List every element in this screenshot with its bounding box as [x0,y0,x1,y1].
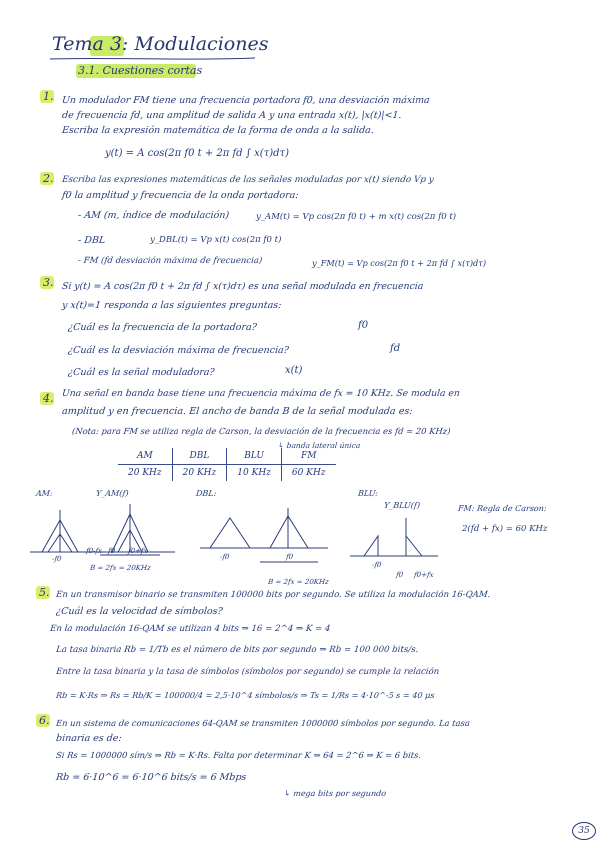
q2-item-formula: y_DBL(t) = Vp x(t) cos(2π f0 t) [150,235,282,245]
blu-spectrum-label: Y_BLU(f) [383,501,421,510]
section-heading: 3.1. Cuestiones cortas [78,64,203,77]
q3-number: 3. [43,276,54,289]
dbl-axis-label: -f0 [219,553,230,561]
blu-sketch-label: BLU: [357,489,379,498]
q6-line: Rb = 6·10^6 = 6·10^6 bits/s = 6 Mbps [55,772,247,783]
blu-spectrum-sketch [350,508,440,568]
q6-note: ↳ mega bits por segundo [283,789,387,798]
page-number: 35 [572,822,596,840]
q2-line: f0 la amplitud y frecuencia de la onda portadora: [61,190,300,201]
blu-axis-label: f0 [395,571,404,579]
fm-note: FM: Regla de Carson: [457,504,548,513]
table-cell: 60 KHz [281,465,335,482]
q3-question: ¿Cuál es la desviación máxima de frecuencia? [67,345,290,356]
q6-line: En un sistema de comunicaciones 64-QAM se transmiten 1000000 símbolos por segundo. La tasa [55,718,471,728]
title-underline [50,56,260,62]
am-axis-label: f0 [107,547,116,555]
dbl-axis-label: f0 [285,553,294,561]
q2-item-formula: y_AM(t) = Vp cos(2π f0 t) + m x(t) cos(2π f0 t) [256,212,457,222]
q2-number: 2. [43,172,54,185]
dbl-bandwidth: B = 2fx = 20KHz [267,578,330,586]
q5-line: ¿Cuál es la velocidad de símbolos? [55,606,224,617]
q6-number: 6. [39,714,50,727]
q5-line: Entre la tasa binaria y la tasa de símbolos (símbolos por segundo) se cumple la relación [55,667,440,677]
q3-line: y x(t)=1 responda a las siguientes preguntas: [61,300,282,311]
q6-line: Si Rs = 1000000 sím/s ⇒ Rb = K·Rs. Falta por determinar K ⇒ 64 = 2^6 ⇒ K = 6 bits. [55,750,422,760]
blu-axis-label: f0+fx [413,571,434,579]
q3-question: ¿Cuál es la frecuencia de la portadora? [67,322,258,333]
am-bandwidth: B = 2fx = 20KHz [89,564,152,572]
q4-line: amplitud y en frecuencia. El ancho de banda B de la señal modulada es: [61,406,414,417]
q2-line: Escriba las expresiones matemáticas de las señales moduladas por x(t) siendo Vp y [61,175,435,185]
fm-carson-formula: 2(fd + fx) = 60 KHz [462,524,548,534]
table-cell: 10 KHz [227,465,282,482]
q3-question: ¿Cuál es la señal moduladora? [67,367,216,378]
q1-number: 1. [43,90,54,103]
q1-line: de frecuencia fd, una amplitud de salida A y una entrada x(t), |x(t)|<1. [61,110,403,121]
am-axis-label: f0-fx [85,547,103,555]
q2-item-label: - FM (fd desviación máxima de frecuencia) [77,256,263,266]
table-header: DBL [172,448,227,465]
dbl-sketch-label: DBL: [195,489,217,498]
q1-formula: y(t) = A cos(2π f0 t + 2π fd ∫ x(τ)dτ) [105,148,289,159]
q4-note: (Nota: para FM se utiliza regla de Carson, la desviación de la frecuencia es fd = 20 KHz) [71,426,451,436]
q5-number: 5. [39,586,50,599]
bandwidth-table [118,448,336,481]
q3-answer: x(t) [285,365,303,376]
q2-item-label: - AM (m, índice de modulación) [77,210,230,221]
table-header: BLU [227,448,282,465]
am-axis-label: f0+fx [127,547,148,555]
table-cell: 20 KHz [172,465,227,482]
q1-line: Escriba la expresión matemática de la forma de onda a la salida. [61,125,375,136]
am-axis-label: -f0 [51,555,62,563]
q2-item-formula: y_FM(t) = Vp cos(2π f0 t + 2π fd ∫ x(τ)dτ) [312,258,487,268]
table-cell: 20 KHz [128,468,162,478]
table-header: AM [118,448,172,465]
q2-item-label: - DBL [77,235,106,246]
q5-line: En la modulación 16-QAM se utilizan 4 bits ⇒ 16 = 2^4 ⇒ K = 4 [49,624,331,634]
am-spectrum-label: Y_AM(f) [95,489,129,498]
q5-line: Rb = K·Rs ⇒ Rs = Rb/K = 100000/4 = 2,5·10^4 símbolos/s ⇒ Ts = 1/Rs = 4·10^-5 s = 40 μs [55,690,436,700]
q4-annotation: ↳ banda lateral única [277,441,361,450]
q5-line: En un transmisor binario se transmiten 100000 bits por segundo. Se utiliza la modulación 16-QAM. [55,590,491,600]
blu-axis-label: -f0 [371,561,382,569]
q3-line: Si y(t) = A cos(2π f0 t + 2π fd ∫ x(τ)dτ) es una señal modulada en frecuencia [61,281,424,292]
q4-number: 4. [43,392,54,405]
q6-line: binaria es de: [55,733,123,744]
q3-answer: fd [390,343,401,354]
table-header: FM [281,448,335,465]
q1-line: Un modulador FM tiene una frecuencia portadora f0, una desviación máxima [61,95,431,106]
page-title: Tema 3: Modulaciones [52,33,269,55]
q3-answer: f0 [358,320,369,331]
am-sketch-label: AM: [35,489,54,498]
q5-line: La tasa binaria Rb = 1/Tb es el número de bits por segundo ⇒ Rb = 100 000 bits/s. [55,645,419,655]
q4-line: Una señal en banda base tiene una frecuencia máxima de fx = 10 KHz. Se modula en [61,388,461,399]
